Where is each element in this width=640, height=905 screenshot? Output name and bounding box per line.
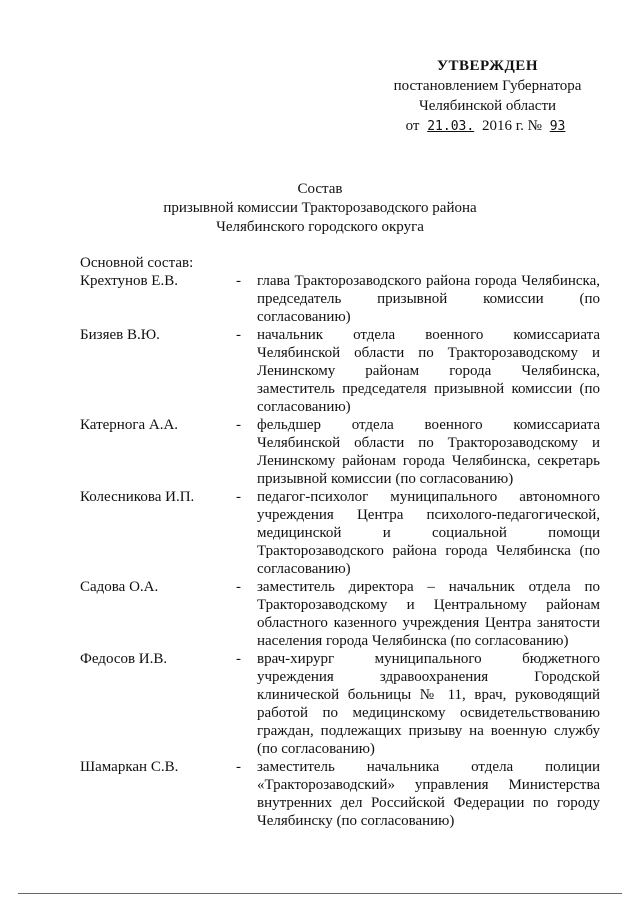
member-row bbox=[0, 758, 640, 848]
member-role: педагог-психолог муниципального автономного учреждения Центра психолого-педагогической, медицинской и социальной помощи Тракторозаводского района города Челябинска (по согласованию) bbox=[257, 489, 600, 577]
member-name: Федосов И.В. bbox=[80, 651, 168, 667]
member-role: глава Тракторозаводского района города Челябинска, председатель призывной комиссии (по согласованию) bbox=[257, 273, 600, 325]
member-role: начальник отдела военного комиссариата Челябинской области по Тракторозаводскому и Ленинскому районам города Челябинска, заместитель председателя призывной комиссии (по согласованию) bbox=[257, 327, 600, 415]
member-name: Бизяев В.Ю. bbox=[80, 327, 160, 343]
member-row bbox=[0, 650, 640, 758]
title-line-2: призывной комиссии Тракторозаводского района bbox=[163, 200, 477, 216]
approval-line-2: Челябинской области bbox=[418, 98, 557, 114]
approval-heading: УТВЕРЖДЕН bbox=[437, 58, 538, 74]
member-row bbox=[0, 326, 640, 416]
approval-year: 2016 г. № bbox=[481, 118, 542, 134]
member-name: Колесникова И.П. bbox=[80, 489, 195, 505]
member-dash: - bbox=[236, 417, 241, 433]
approval-number: 93 bbox=[549, 119, 566, 134]
approval-date-line bbox=[380, 116, 595, 137]
member-role: врач-хирург муниципального бюджетного учреждения здравоохранения Городской клинической больницы № 11, врач, руководящий работой по медицинскому освидетельствованию граждан, подлежащих призыву на военную службу (по согласованию) bbox=[257, 651, 600, 757]
member-role: заместитель директора – начальник отдела по Тракторозаводскому и Центральному районам областного казенного учреждения Центра занятости населения города Челябинска (по согласованию) bbox=[257, 579, 600, 649]
approval-block bbox=[380, 56, 595, 137]
title-line-1: Состав bbox=[297, 181, 343, 197]
bottom-rule bbox=[18, 893, 622, 894]
members-list bbox=[0, 272, 640, 848]
section-label: Основной состав: bbox=[80, 255, 194, 271]
member-row bbox=[0, 416, 640, 488]
member-dash: - bbox=[236, 759, 241, 775]
member-row bbox=[0, 272, 640, 326]
member-row bbox=[0, 488, 640, 578]
member-dash: - bbox=[236, 273, 241, 289]
member-name: Садова О.А. bbox=[80, 579, 159, 595]
member-row bbox=[0, 578, 640, 650]
member-name: Катернога А.А. bbox=[80, 417, 179, 433]
approval-date: 21.03. bbox=[427, 119, 475, 134]
member-name: Крехтунов Е.В. bbox=[80, 273, 178, 289]
title-line-3: Челябинского городского округа bbox=[216, 219, 424, 235]
approval-line-1: постановлением Губернатора bbox=[393, 78, 582, 94]
member-dash: - bbox=[236, 327, 241, 343]
member-name: Шамаркан С.В. bbox=[80, 759, 179, 775]
approval-from: от bbox=[405, 118, 420, 134]
document-title bbox=[120, 180, 520, 237]
member-role: заместитель начальника отдела полиции «Тракторозаводский» управления Министерства внутренних дел Российской Федерации по городу Челябинску (по согласованию) bbox=[257, 759, 600, 829]
member-dash: - bbox=[236, 651, 241, 667]
member-role: фельдшер отдела военного комиссариата Челябинской области по Тракторозаводскому и Ленинскому районам города Челябинска, секретарь призывной комиссии (по согласованию) bbox=[257, 417, 600, 487]
member-dash: - bbox=[236, 579, 241, 595]
member-dash: - bbox=[236, 489, 241, 505]
